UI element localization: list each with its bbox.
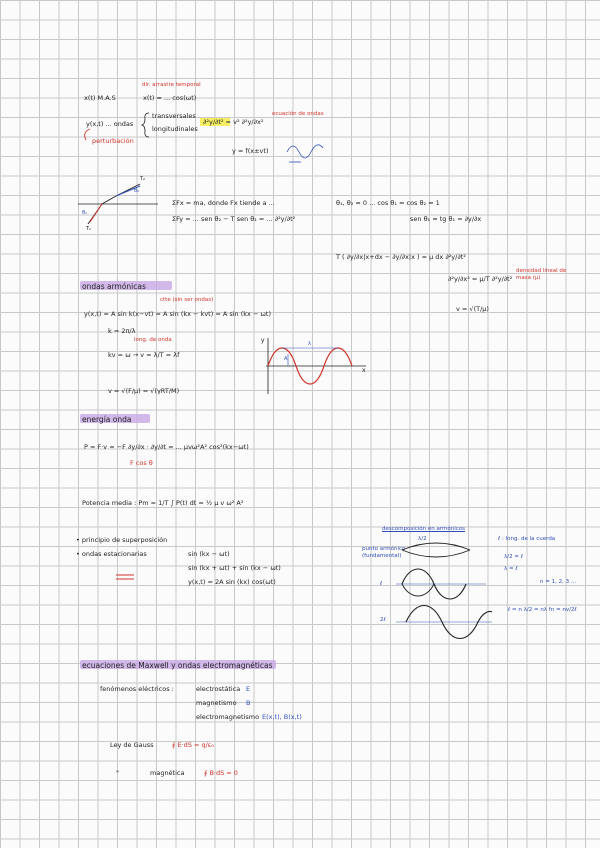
density-label: densidad lineal de masa (μ) [516,268,567,282]
equals-sign-icon [114,572,136,582]
axis-x-label: x [362,367,366,374]
rule-2: λ/2 = ℓ [504,554,523,560]
maxwell-title: ecuaciones de Maxwell y ondas electromagnéticas [82,661,273,670]
lambda-half-label: λ/2 [418,536,427,542]
energy-title: energía onda [82,415,132,424]
phenomenon-2-symbol: B [246,699,251,707]
svg-text:T₁: T₁ [86,226,92,232]
harmonic-eq1: y(x,t) = A sin k(x−vt) = A sin (kx − kvt) = A sin (kx − ωt) [84,310,271,318]
mode-2-label: 2ℓ [380,617,386,623]
f-equation: y = f(x±vt) [232,147,269,155]
string-eq5: T ( ∂y/∂x|x+dx − ∂y/∂x|x ) = μ dx ∂²y/∂t² [336,253,466,261]
harmonics-title: descomposición en armónicos [382,526,466,532]
gauss-magnetic-label: magnética [150,769,185,777]
fundamental-label: punto armónico (fundamental) [362,546,406,560]
rule-3: λ = ℓ [504,566,518,572]
a-label: A [284,356,288,362]
string-eq6: ∂²y/∂x² = μ/T ∂²y/∂t² [448,275,513,283]
energy-eq1: P = F·v = −F ∂y/∂x · ∂y/∂t = ... μvω²A² cos²(kx−ωt) [84,443,249,451]
harmonic-v-eq: v = √(F/μ) = √(γRT/M) [108,387,180,395]
string-diagram [78,172,160,232]
dir-label: dir. arrastre temporal [142,82,201,88]
lambda-top-label: λ [308,341,311,347]
power-equation: Potencia media : Pm = 1/T ∫ P(t) dt = ½ μ v ω² A² [82,499,244,507]
wave-eq-label: ecuación de ondas [272,111,324,117]
squiggle-icon [285,138,325,166]
sine-wave-diagram [258,334,370,396]
perturbation-label: perturbación [92,137,134,145]
phenomenon-3: electromagnetismo [196,713,260,721]
string-eq3: θ₁, θ₂ ≈ 0 ... cos θ₁ ≈ cos θ₂ ≈ 1 [336,199,440,207]
x-equation: x(t) = ... cos(ωt) [143,94,197,102]
rule-1: ℓ : long. de la cuerda [498,536,556,542]
wave-equation: ∂²y/∂t² = v² ∂²y/∂x² [203,118,264,126]
kv-equation: kv = ω → v = λ/T = λf [108,351,180,359]
superposition-item2: • ondas estacionarias [76,550,147,558]
superposition-eq2: sin (kx + ωt) + sin (kx − ωt) [188,564,281,572]
phenomenon-3-symbol: E(x,t), B(x,t) [262,713,302,721]
gauss-magnetic-equation: ∮ B·dS = 0 [204,769,238,777]
ditto-mark: " [116,769,119,777]
harmonic-note: ctte (sin ser ondas) [160,297,214,303]
brace-longitudinales: longitudinales [152,125,198,133]
lambda-note: long. de onda [134,337,172,343]
string-eq2: ΣFy = ... sen θ₂ − T sen θ₁ = ... ∂²y/∂t² [172,215,296,223]
standing-wave-diagram [396,540,496,644]
phenomenon-1: electrostática [196,685,241,693]
brace-transversales: transversales [152,112,196,120]
string-eq1: ΣFx = ma, donde Fx tiende a ... [172,199,275,207]
string-eq4: sen θ₁ ≈ tg θ₁ = ∂y/∂x [410,215,482,223]
x-mas-label: x(t) M.A.S [84,94,116,102]
superposition-eq3: y(x,t) = 2A sin (kx) cos(ωt) [188,578,276,586]
fenomenos-label: fenómenos eléctricos : [100,685,174,693]
superposition-item1: • principio de superposición [76,536,168,544]
svg-text:T₂: T₂ [140,176,146,182]
energy-sub: F cos θ [130,459,153,467]
rule-4: n = 1, 2, 3 ... [540,579,577,585]
rule-5: ℓ = n λ/2 = nλ fn = nv/2ℓ [508,607,577,613]
harmonic-title: ondas armónicas [82,282,146,291]
svg-text:θ₂: θ₂ [134,188,140,194]
gauss-equation: ∮ E·dS = q/ε₀ [172,741,214,749]
axis-y-label: y [261,337,265,344]
phenomenon-2: magnetismo [196,699,237,707]
k-definition: k = 2π/λ [108,327,136,335]
superposition-eq1: sin (kx − ωt) [188,550,230,558]
string-v-eq: v = √(T/μ) [456,305,489,313]
mode-1-label: ℓ [380,581,383,587]
y-function: y(x,t) ... ondas [86,120,134,128]
svg-text:θ₁: θ₁ [82,210,88,216]
phenomenon-1-symbol: E [246,685,251,693]
gauss-label: Ley de Gauss [110,741,154,749]
brace-icon [142,112,150,138]
